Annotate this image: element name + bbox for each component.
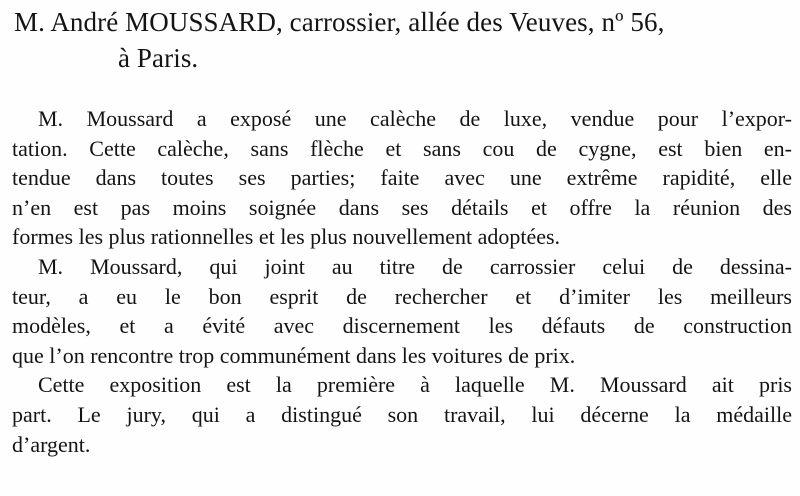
heading-line: à Paris. — [118, 43, 199, 73]
text-line: M. Moussard a exposé une calèche de luxe, vendue pour l’expor- — [38, 106, 792, 131]
text-line: tation. Cette calèche, sans flèche et sans cou de cygne, est bien en- — [12, 135, 792, 161]
text-line: formes les plus rationnelles et les plus nouvellement adoptées. — [12, 224, 561, 250]
text-line: teur, a eu le bon esprit de rechercher et d’imiter les meilleurs — [12, 283, 792, 309]
exhibitor-heading — [14, 4, 790, 76]
text-line: M. Moussard, qui joint au titre de carrossier celui de dessina- — [38, 253, 792, 279]
text-line: part. Le jury, qui a distingué son travail, lui décerne la médaille — [12, 401, 792, 427]
text-line: d’argent. — [12, 431, 91, 457]
heading-line: M. André MOUSSARD, carrossier, allée des Veuves, nº 56, — [14, 7, 665, 37]
paragraph-merits — [12, 252, 792, 370]
text-line: tendue dans toutes ses parties; faite avec une extrême rapidité, elle — [12, 165, 792, 191]
text-line: modèles, et a évité avec discernement les défauts de construction — [12, 313, 792, 339]
text-line: n’en est pas moins soignée dans ses détails et offre la réunion des — [12, 194, 792, 220]
paragraph-award — [12, 370, 792, 459]
paragraph-description — [12, 104, 792, 252]
body-text — [12, 104, 792, 459]
text-line: que l’on rencontre trop communément dans les voitures de prix. — [12, 342, 576, 368]
text-line: Cette exposition est la première à laquelle M. Moussard ait pris — [38, 372, 792, 398]
